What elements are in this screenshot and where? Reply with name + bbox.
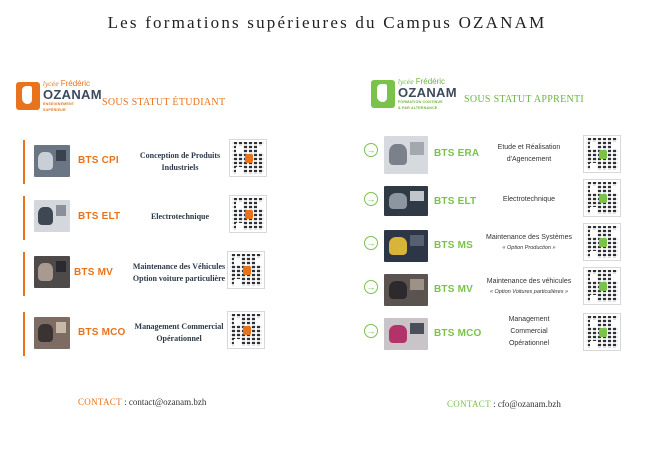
logo-firstname: Frédéric xyxy=(415,77,446,86)
logo-lycee: lycée xyxy=(398,79,414,86)
formation-photo xyxy=(34,317,70,349)
formation-description xyxy=(489,314,569,350)
contact-email[interactable]: : contact@ozanam.bzh xyxy=(121,397,207,407)
formation-row-bts-ms[interactable] xyxy=(364,224,624,268)
accent-bar xyxy=(23,140,25,184)
qr-code-icon[interactable] xyxy=(228,312,264,348)
logo-name: OZANAM xyxy=(43,87,102,102)
contact-apprenti xyxy=(447,399,561,409)
formation-line2: Commercial xyxy=(510,328,548,335)
formation-code: BTS ERA xyxy=(434,148,480,159)
accent-bar xyxy=(23,312,25,356)
formation-line1: Maintenance des Véhicules xyxy=(132,262,226,271)
qr-badge xyxy=(243,266,251,275)
qr-code-icon[interactable] xyxy=(584,180,620,216)
formation-code: BTS MV xyxy=(74,267,113,278)
formation-line2: Opérationnel xyxy=(156,334,202,343)
qr-code-icon[interactable] xyxy=(584,268,620,304)
formation-code: BTS CPI xyxy=(78,155,119,166)
formation-description xyxy=(118,261,240,285)
formation-line1: Electrotechnique xyxy=(150,212,210,221)
qr-code-icon[interactable] xyxy=(584,136,620,172)
formation-photo xyxy=(384,186,428,216)
logo-lycee: lycée xyxy=(43,81,59,88)
status-apprenti: SOUS STATUT APPRENTI xyxy=(464,94,585,105)
formation-row-bts-mco-apprenti[interactable] xyxy=(364,312,624,356)
formation-description xyxy=(476,276,582,297)
formation-description xyxy=(479,142,579,166)
ozanam-logo-mark-icon xyxy=(16,82,40,110)
qr-badge xyxy=(245,210,253,219)
formation-row-bts-elt[interactable] xyxy=(23,196,273,240)
contact-label: CONTACT xyxy=(78,397,122,407)
formation-line2: Industriels xyxy=(161,163,199,172)
qr-code-icon[interactable] xyxy=(584,224,620,260)
formation-code: BTS MS xyxy=(434,240,473,251)
formation-photo xyxy=(384,136,428,174)
contact-etudiant xyxy=(78,397,206,407)
formation-line1: Maintenance des véhicules xyxy=(486,278,572,285)
formation-row-bts-mv-apprenti[interactable] xyxy=(364,268,624,312)
ozanam-logo-mark-icon xyxy=(371,80,395,108)
formation-option: « Option Voitures particulières » xyxy=(489,289,569,295)
formation-photo xyxy=(34,200,70,232)
qr-badge xyxy=(599,194,607,203)
logo-firstname: Frédéric xyxy=(60,79,91,88)
qr-badge xyxy=(599,150,607,159)
formation-line1: Conception de Produits xyxy=(139,151,221,160)
logo-sub2: SUPÉRIEUR xyxy=(43,107,66,112)
formation-code: BTS ELT xyxy=(78,211,121,222)
formation-description xyxy=(125,150,235,174)
contact-email[interactable]: : cfo@ozanam.bzh xyxy=(490,399,561,409)
arrow-right-circle-icon: → xyxy=(364,236,378,250)
logo-sub2: & PAR ALTERNANCE xyxy=(398,105,438,110)
ozanam-logo-apprenti xyxy=(371,78,457,110)
formation-code: BTS MV xyxy=(434,284,473,295)
formation-photo xyxy=(384,230,428,262)
formation-code: BTS MCO xyxy=(78,327,126,338)
formation-line1: Etude et Réalisation xyxy=(497,144,561,151)
formation-description xyxy=(125,211,235,223)
formation-row-bts-elt-apprenti[interactable] xyxy=(364,180,624,224)
qr-code-icon[interactable] xyxy=(584,314,620,350)
qr-code-icon[interactable] xyxy=(228,252,264,288)
accent-bar xyxy=(23,252,25,296)
accent-bar xyxy=(23,196,25,240)
formation-line1: Management xyxy=(508,316,550,323)
contact-label: CONTACT xyxy=(447,399,491,409)
qr-badge xyxy=(245,154,253,163)
qr-badge xyxy=(599,282,607,291)
qr-badge xyxy=(243,326,251,335)
formation-description xyxy=(123,321,235,345)
qr-code-icon[interactable] xyxy=(230,140,266,176)
formation-line2: Option voiture particulière xyxy=(132,274,226,283)
formation-description xyxy=(479,194,579,206)
formation-photo xyxy=(384,318,428,350)
qr-badge xyxy=(599,328,607,337)
logo-name: OZANAM xyxy=(398,85,457,100)
status-etudiant: SOUS STATUT ÉTUDIANT xyxy=(102,97,226,108)
qr-badge xyxy=(599,238,607,247)
formation-line1: Electrotechnique xyxy=(502,196,556,203)
formation-option: « Option Production » xyxy=(502,245,556,251)
logo-sub1: FORMATION CONTINUE xyxy=(398,100,443,104)
formation-photo xyxy=(384,274,428,306)
arrow-right-circle-icon: → xyxy=(364,143,378,157)
formation-row-bts-cpi[interactable] xyxy=(23,140,273,184)
formation-row-bts-era[interactable] xyxy=(364,134,624,178)
formation-description xyxy=(476,232,582,253)
arrow-right-circle-icon: → xyxy=(364,280,378,294)
logo-sub1: ENSEIGNEMENT xyxy=(43,102,75,106)
arrow-right-circle-icon: → xyxy=(364,324,378,338)
qr-code-icon[interactable] xyxy=(230,196,266,232)
formation-line3: Opérationnel xyxy=(508,340,550,347)
formation-line1: Management Commercial xyxy=(134,322,224,331)
arrow-right-circle-icon: → xyxy=(364,192,378,206)
page-title: Les formations supérieures du Campus OZANAM xyxy=(107,13,547,32)
formation-code: BTS MCO xyxy=(434,328,482,339)
ozanam-logo-etudiant xyxy=(16,80,102,112)
formation-line2: d'Agencement xyxy=(506,156,552,163)
formation-line1: Maintenance des Systèmes xyxy=(486,234,572,241)
formation-row-bts-mco[interactable] xyxy=(23,312,273,356)
formation-photo xyxy=(34,145,70,177)
formation-code: BTS ELT xyxy=(434,196,477,207)
formation-photo xyxy=(34,256,70,288)
formation-row-bts-mv[interactable] xyxy=(23,252,273,296)
